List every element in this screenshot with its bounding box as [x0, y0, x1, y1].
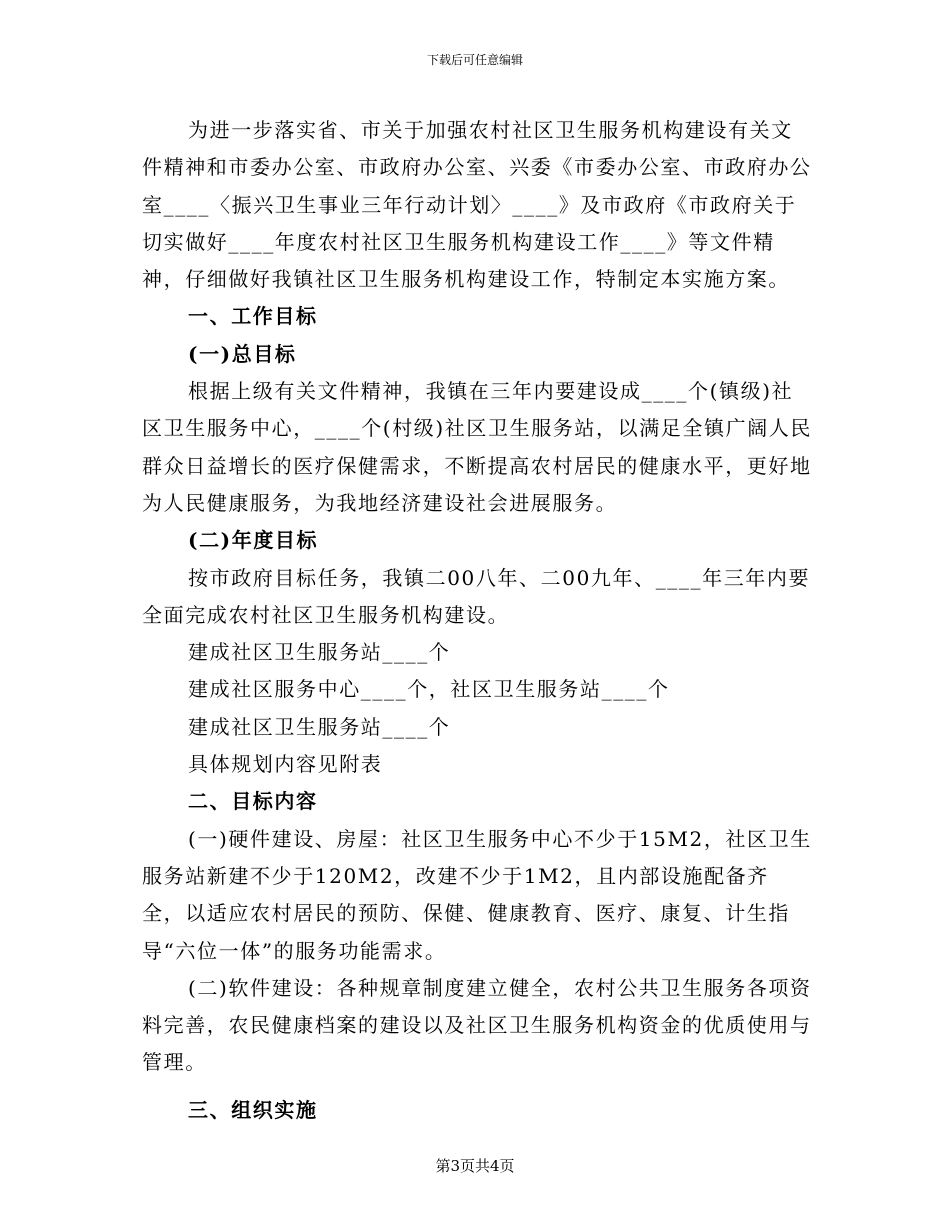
intro-paragraph: 为进一步落实省、市关于加强农村社区卫生服务机构建设有关文件精神和市委办公室、市政府办公室、兴委《市委办公室、市政府办公室____〈振兴卫生事业三年行动计划〉____》及市政府《市政府关于切实做好____年度农村社区卫生服务机构建设工作____》等文件精神，仔细做好我镇社区卫生服务机构建设工作，特制定本实施方案。: [142, 118, 812, 292]
plan-note: 具体规划内容见附表: [188, 752, 383, 777]
page-footer: 第3页共4页: [435, 1157, 515, 1175]
section-heading-work-goals: 一、工作目标: [188, 304, 318, 329]
subheading-annual-goal: (二)年度目标: [188, 528, 319, 553]
page-header: 下载后可任意编辑: [426, 53, 523, 67]
goal-line-3: 建成社区卫生服务站____个: [188, 714, 451, 739]
document-body: [142, 112, 812, 1129]
section-heading-implementation: 三、组织实施: [188, 1097, 318, 1122]
goal-line-1: 建成社区卫生服务站____个: [188, 640, 451, 665]
overall-goal-paragraph: 根据上级有关文件精神，我镇在三年内要建设成____个(镇级)社区卫生服务中心，____个(村级)社区卫生服务站，以满足全镇广阔人民群众日益增长的医疗保健需求，不断提高农村居民的健康水平，更好地为人民健康服务，为我地经济建设社会进展服务。: [142, 379, 813, 515]
hardware-paragraph: (一)硬件建设、房屋：社区卫生服务中心不少于15M2，社区卫生服务站新建不少于120M2，改建不少于1M2，且内部设施配备齐全，以适应农村居民的预防、保健、健康教育、医疗、康复、计生指导“六位一体”的服务功能需求。: [142, 826, 812, 963]
subheading-overall-goal: (一)总目标: [188, 341, 297, 366]
goal-line-2: 建成社区服务中心____个，社区卫生服务站____个: [188, 677, 670, 702]
software-paragraph: (二)软件建设：各种规章制度建立健全，农村公共卫生服务各项资料完善，农民健康档案的建设以及社区卫生服务机构资金的优质使用与管理。: [142, 975, 812, 1075]
section-heading-goal-content: 二、目标内容: [188, 789, 318, 814]
annual-goal-paragraph: 按市政府目标任务，我镇二00八年、二00九年、____年三年内要全面完成农村社区卫生服务机构建设。: [142, 565, 811, 627]
